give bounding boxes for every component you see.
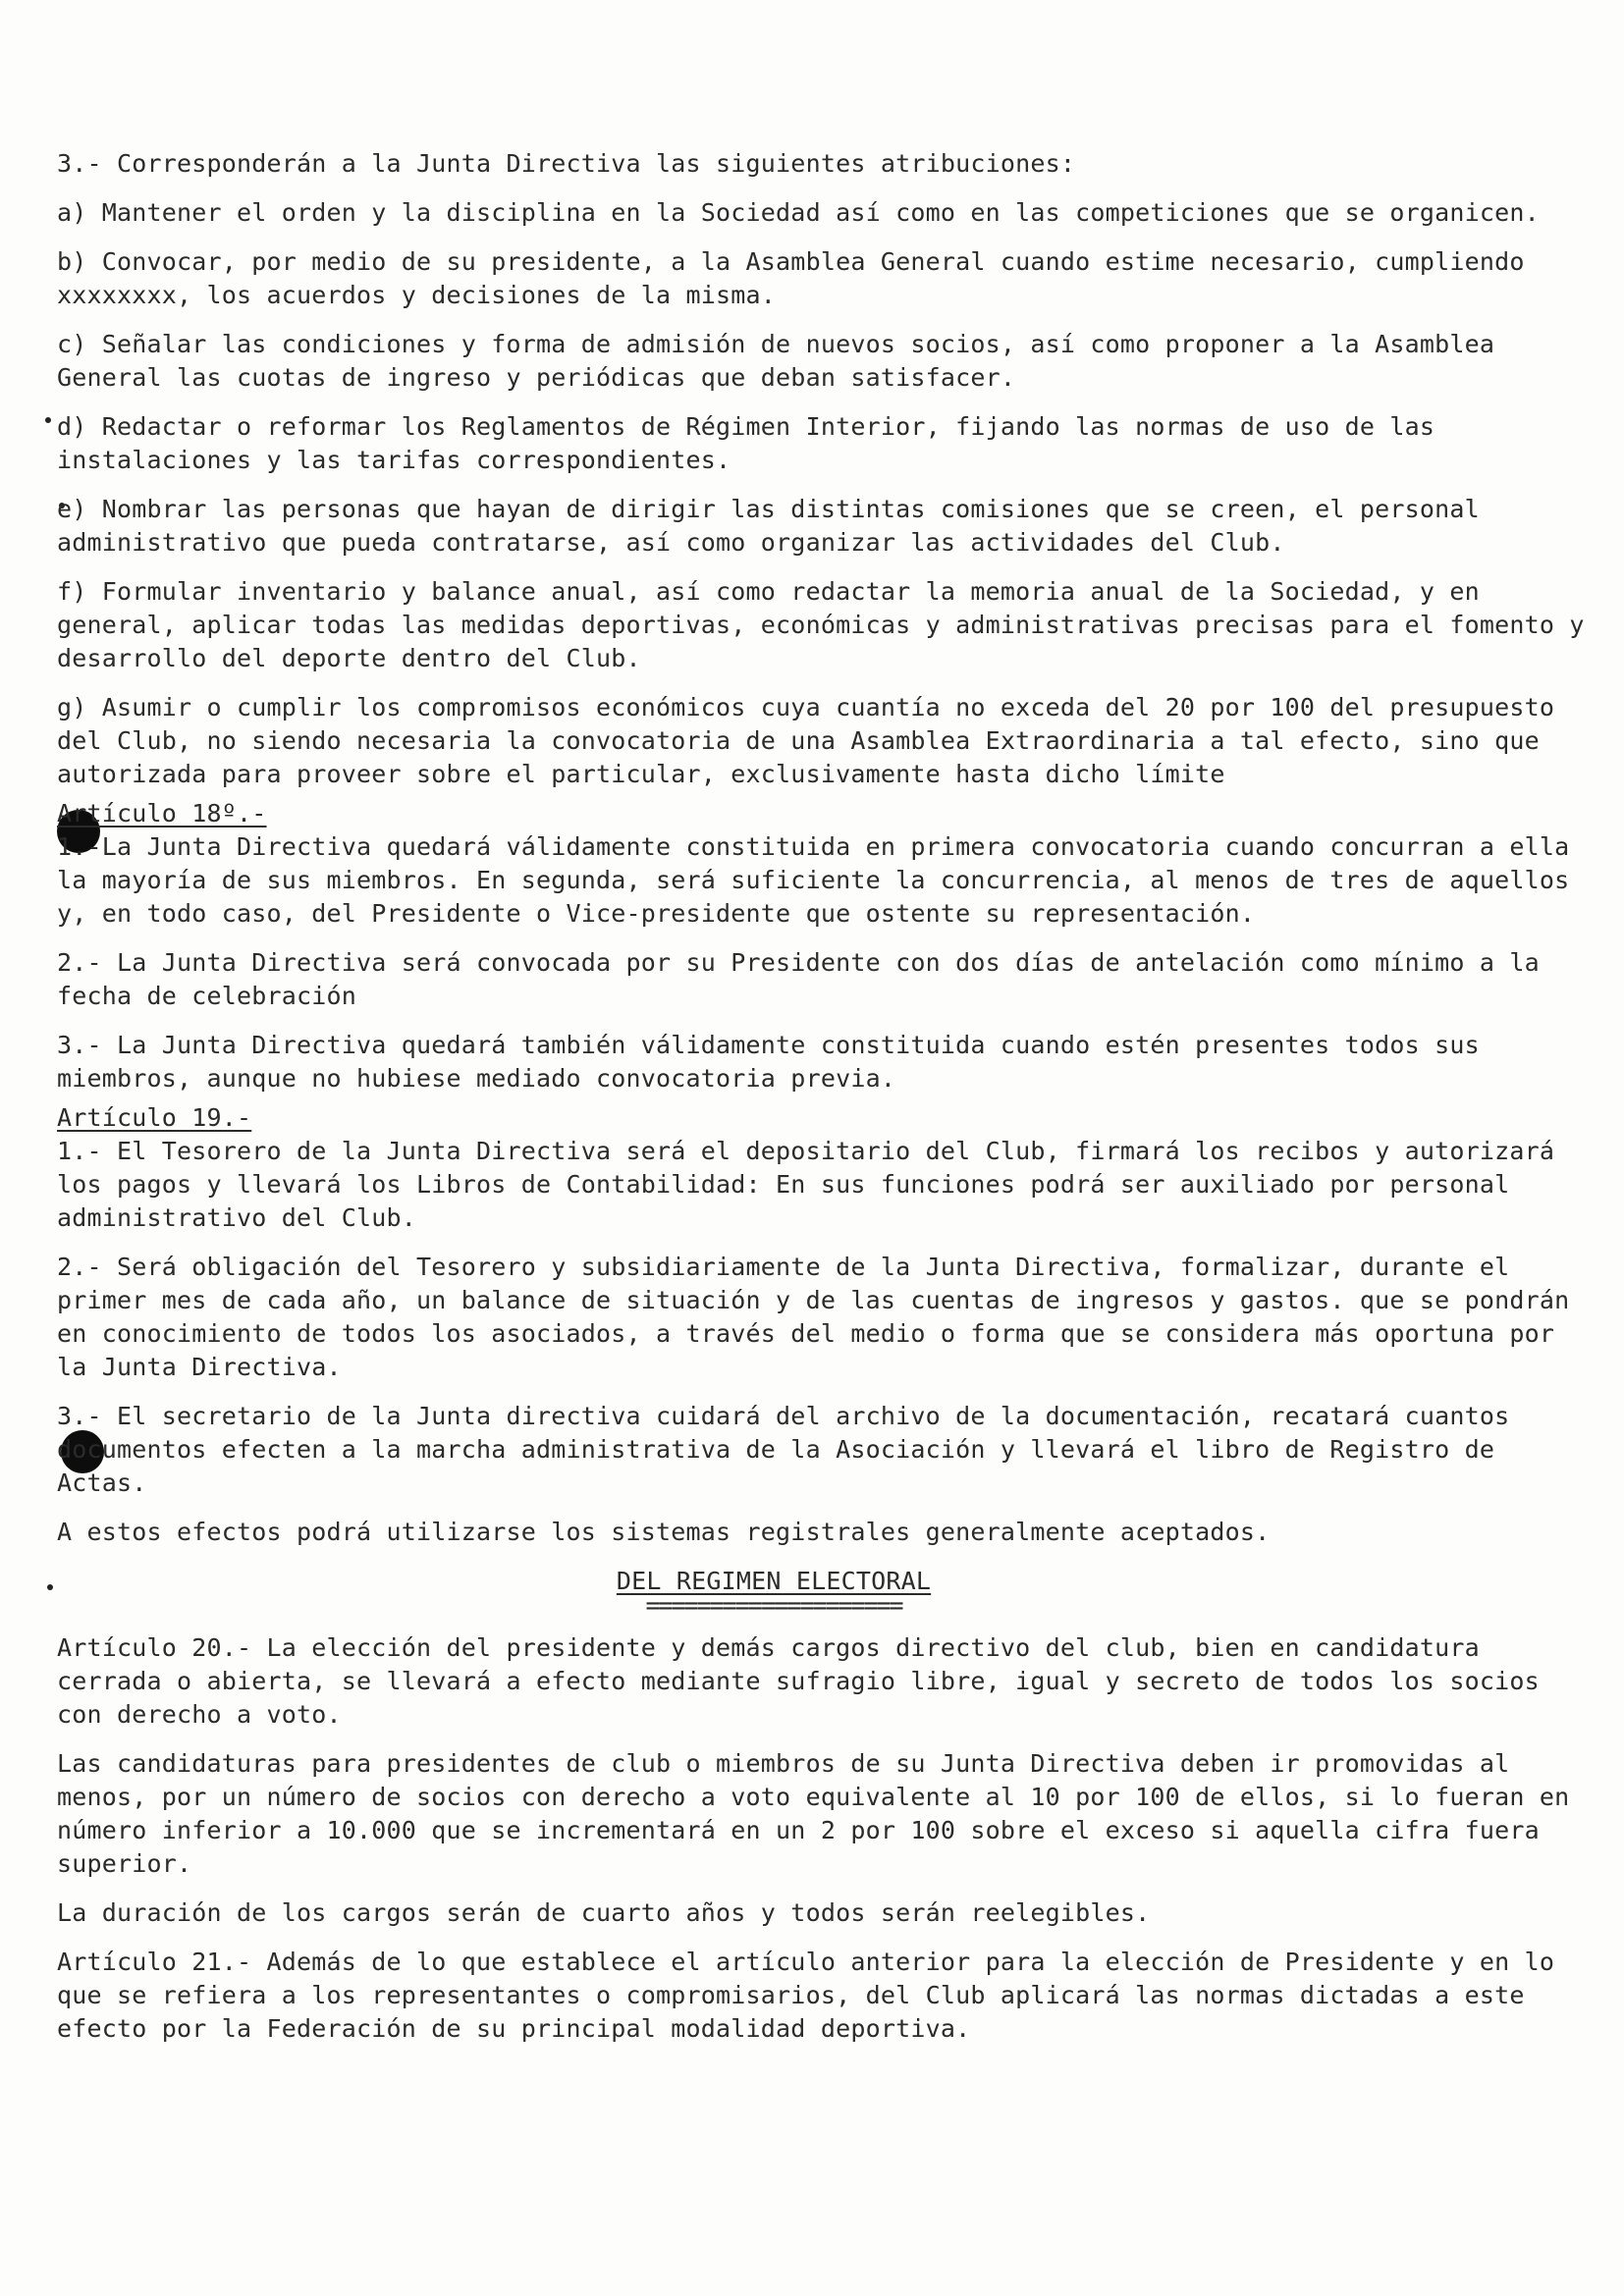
paragraph-g: g) Asumir o cumplir los compromisos económicos cuya cuantía no exceda del 20 por 100 del presupuesto del Club, no siendo necesaria la convocatoria de una Asamblea Extraordinaria a tal efecto, sino que autorizada para proveer sobre el particular, exclusivamente hasta dicho límite <box>57 693 1555 788</box>
margin-mark-1 <box>45 417 51 423</box>
article-18-paragraph-3: 3.- La Junta Directiva quedará también válidamente constituida cuando estén presentes todos sus miembros, aunque no hubiese mediado convocatoria previa. <box>57 1031 1480 1093</box>
article-19-heading: Artículo 19.- <box>57 1103 252 1132</box>
article-21-paragraph: Artículo 21.- Además de lo que establece el artículo anterior para la elección de Presidente y en lo que se refiera a los representantes o compromisarios, del Club aplicará las normas dictadas a este efecto por la Federación de su principal modalidad deportiva. <box>57 1948 1555 2043</box>
article-20-paragraph: Artículo 20.- La elección del presidente y demás cargos directivo del club, bien en candidatura cerrada o abierta, se llevará a efecto mediante sufragio libre, igual y secreto de todos los socios con derecho a voto. <box>57 1633 1540 1729</box>
paragraph-b: b) Convocar, por medio de su presidente, a la Asamblea General cuando estime necesario, cumpliendo xxxxxxxx, los acuerdos y decisiones de la misma. <box>57 247 1525 309</box>
section-title-regimen-electoral: DEL REGIMEN ELECTORAL <box>616 1567 932 1595</box>
article-18-paragraph-2: 2.- La Junta Directiva será convocada por su Presidente con dos días de antelación como mínimo a la fecha de celebración <box>57 948 1540 1010</box>
paragraph-3-atribuciones: 3.- Corresponderán a la Junta Directiva las siguientes atribuciones: <box>57 149 1076 178</box>
paragraph-sistemas-registrales: A estos efectos podrá utilizarse los sistemas registrales generalmente aceptados. <box>57 1518 1271 1546</box>
margin-mark-3 <box>47 1584 53 1590</box>
article-19-paragraph-2: 2.- Será obligación del Tesorero y subsidiariamente de la Junta Directiva, formalizar, durante el primer mes de cada año, un balance de situación y de las cuentas de ingresos y gastos. que se pondrán en conocimiento de todos los asociados, a través del medio o forma que se considera más oportuna por la Junta Directiva. <box>57 1253 1570 1381</box>
section-title-double-rule: ==================== <box>645 1591 902 1620</box>
paragraph-d: d) Redactar o reformar los Reglamentos de Régimen Interior, fijando las normas de uso de las instalaciones y las tarifas correspondientes. <box>57 412 1435 474</box>
paragraph-e: e) Nombrar las personas que hayan de dirigir las distintas comisiones que se creen, el personal administrativo que pueda contratarse, así como organizar las actividades del Club. <box>57 495 1480 557</box>
article-18-heading: Artículo 18º.- <box>57 799 267 828</box>
article-18-paragraph-1: 1.-La Junta Directiva quedará válidamente constituida en primera convocatoria cuando concurran a ella la mayoría de sus miembros. En segunda, será suficiente la concurrencia, al menos de tres de aquellos y, en todo caso, del Presidente o Vice-presidente que ostente su representación. <box>57 832 1570 928</box>
article-19-paragraph-1: 1.- El Tesorero de la Junta Directiva será el depositario del Club, firmará los recibos y autorizará los pagos y llevará los Libros de Contabilidad: En sus funciones podrá ser auxiliado por personal administrativo del Club. <box>57 1137 1555 1232</box>
article-19-paragraph-3: 3.- El secretario de la Junta directiva cuidará del archivo de la documentación, recatará cuantos documentos efecten a la marcha administrativa de la Asociación y llevará el libro de Registro de Actas. <box>57 1402 1510 1497</box>
article-20-duracion: La duración de los cargos serán de cuarto años y todos serán reelegibles. <box>57 1898 1151 1927</box>
paragraph-f: f) Formular inventario y balance anual, así como redactar la memoria anual de la Sociedad, y en general, aplicar todas las medidas deportivas, económicas y administrativas precisas para el fomento y desarrollo del deporte dentro del Club. <box>57 577 1585 672</box>
article-20-candidaturas: Las candidaturas para presidentes de club o miembros de su Junta Directiva deben ir promovidas al menos, por un número de socios con derecho a voto equivalente al 10 por 100 de ellos, si lo fueran en número inferior a 10.000 que se incrementará en un 2 por 100 sobre el exceso si aquella cifra fuera superior. <box>57 1749 1570 1878</box>
document-text <box>57 147 1589 2061</box>
paragraph-c: c) Señalar las condiciones y forma de admisión de nuevos socios, así como proponer a la Asamblea General las cuotas de ingreso y periódicas que deban satisfacer. <box>57 330 1495 392</box>
paragraph-a: a) Mantener el orden y la disciplina en la Sociedad así como en las competiciones que se organicen. <box>57 198 1540 227</box>
